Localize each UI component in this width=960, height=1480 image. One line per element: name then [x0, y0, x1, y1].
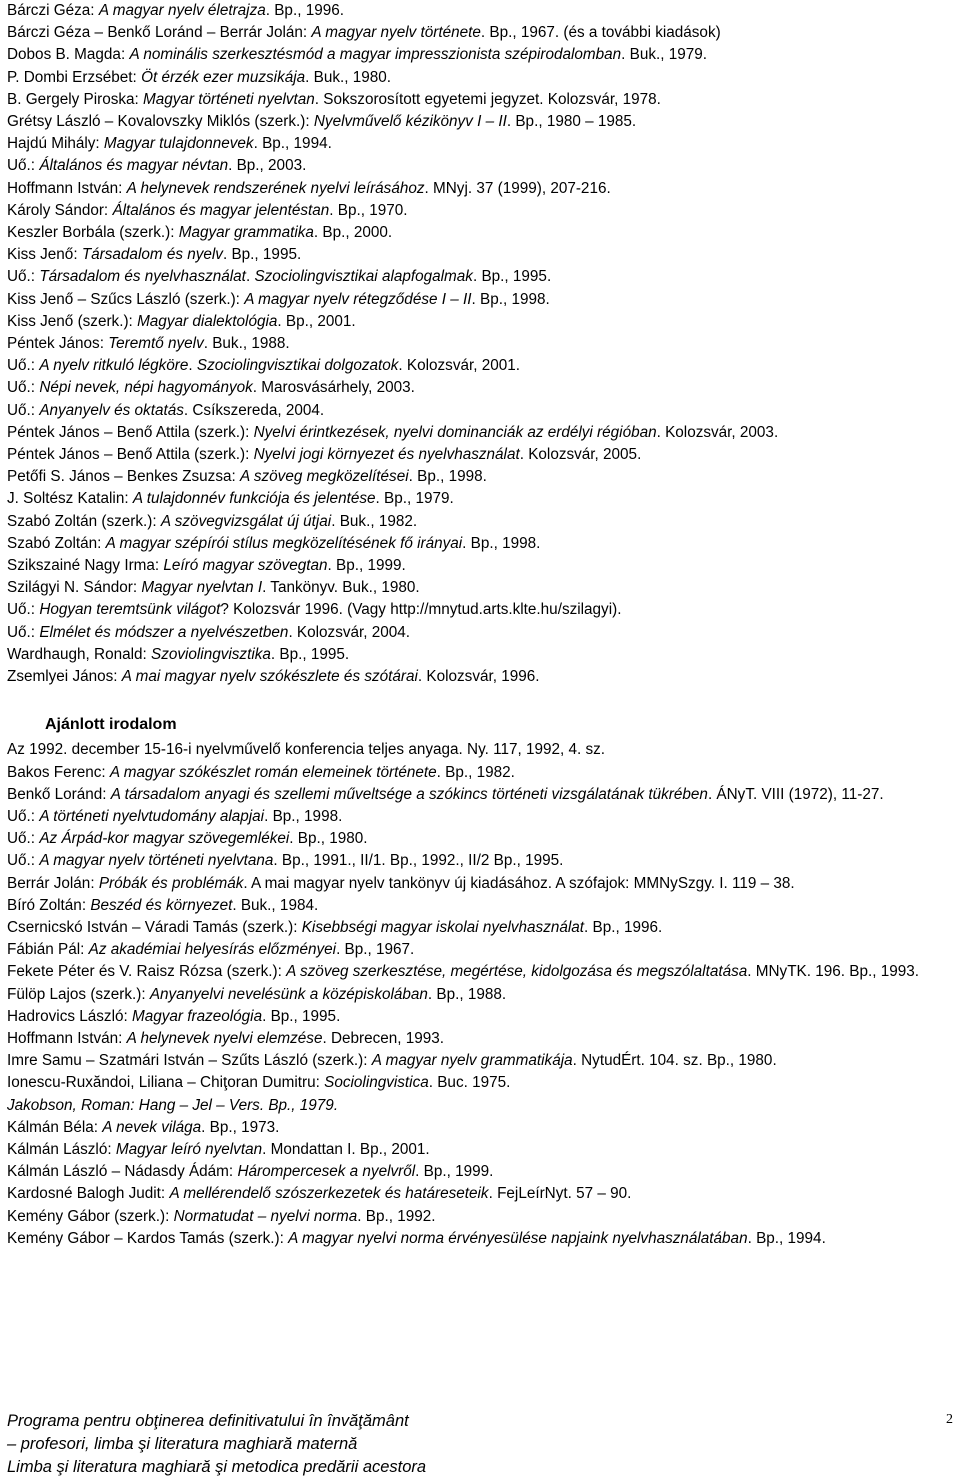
reference-text: Uő.: — [7, 807, 40, 825]
reference-title: A szöveg szerkesztése, megértése, kidolgozása és megszólaltatása — [286, 963, 748, 981]
reference-text: . MNyTK. 196. Bp., 1993. — [747, 963, 919, 981]
reference-text: Az 1992. december 15-16-i nyelvművelő konferencia teljes anyaga. Ny. 117, 1992, 4. sz. — [7, 741, 606, 759]
reference-title: Társadalom és nyelvhasználat — [39, 268, 246, 286]
reference-text: . Bp., 1995. — [270, 645, 350, 663]
reference-entry — [7, 739, 957, 761]
reference-text: . MNyj. 37 (1999), 207-216. — [424, 179, 611, 197]
reference-text: . Kolozsvár, 2001. — [398, 357, 521, 375]
reference-entry — [7, 828, 957, 850]
reference-entry — [7, 400, 957, 422]
reference-entry — [7, 599, 957, 621]
reference-title: A tulajdonnév funkciója és jelentése — [132, 490, 376, 508]
reference-text: Szikszainé Nagy Irma: — [7, 557, 164, 575]
reference-text: Szabó Zoltán (szerk.): — [7, 512, 161, 530]
reference-entry — [7, 1206, 957, 1228]
reference-entry — [7, 111, 957, 133]
reference-title: A nominális szerkesztésmód a magyar impresszionista szépirodalomban — [129, 46, 622, 64]
reference-text: . Bp., 1995. — [262, 1007, 341, 1025]
reference-title: A magyar nyelv történeti nyelvtana — [39, 852, 274, 870]
reference-text: Péntek János – Benő Attila (szerk.): — [7, 423, 254, 441]
reference-text: Imre Samu – Szatmári István – Szűts László (szerk.): — [7, 1052, 372, 1070]
reference-title: Teremtő nyelv — [108, 335, 204, 353]
reference-text: . Buk., 1980. — [305, 68, 392, 86]
reference-entry — [7, 1161, 957, 1183]
reference-text: . Buk., 1982. — [331, 512, 418, 530]
reference-text: Péntek János: — [7, 335, 109, 353]
reference-text: . FejLeírNyt. 57 – 90. — [488, 1185, 632, 1203]
reference-entry — [7, 89, 957, 111]
reference-entry — [7, 644, 957, 666]
reference-entry — [7, 784, 957, 806]
reference-entry — [7, 762, 957, 784]
reference-text: Berrár Jolán: — [7, 874, 99, 892]
reference-entry — [7, 577, 957, 599]
reference-title: Magyar történeti nyelvtan — [143, 90, 315, 108]
footer-line-2: – profesori, limba şi literatura maghiară maternă — [7, 1435, 358, 1453]
reference-title: A történeti nyelvtudomány alapjai — [39, 807, 265, 825]
reference-entry — [7, 1050, 957, 1072]
reference-text: Uő.: — [7, 268, 40, 286]
reference-text: Bakos Ferenc: — [7, 763, 110, 781]
reference-text: Kemény Gábor – Kardos Tamás (szerk.): — [7, 1229, 289, 1247]
reference-title: A mellérendelő szószerkezetek és határeseteik — [169, 1185, 489, 1203]
reference-title: Magyar grammatika — [178, 224, 314, 242]
reference-text: . Bp., 2000. — [313, 224, 393, 242]
reference-text: Grétsy László – Kovalovszky Miklós (szerk.): — [7, 113, 314, 131]
reference-text: Fülöp Lajos (szerk.): — [7, 985, 150, 1003]
reference-entry — [7, 1006, 957, 1028]
reference-entry — [7, 806, 957, 828]
reference-entry — [7, 850, 957, 872]
reference-text: . Bp., 1996. — [584, 918, 663, 936]
reference-text: . ÁNyT. VIII (1972), 11-27. — [707, 785, 884, 803]
reference-entry — [7, 1117, 957, 1139]
reference-title: A szövegvizsgálat új útjai — [160, 512, 332, 530]
reference-entry — [7, 939, 957, 961]
reference-text: Uő.: — [7, 357, 40, 375]
reference-title: A nyelv ritkuló légköre — [39, 357, 189, 375]
reference-entry — [7, 266, 957, 288]
reference-title: A magyar szépírói stílus megközelítésének fő irányai — [105, 534, 463, 552]
reference-text: . Bp., 1998. — [471, 290, 550, 308]
reference-text: Keszler Borbála (szerk.): — [7, 224, 179, 242]
reference-text: J. Soltész Katalin: — [7, 490, 133, 508]
reference-text: Bíró Zoltán: — [7, 896, 91, 914]
reference-entry — [7, 289, 957, 311]
reference-text: Szabó Zoltán: — [7, 534, 106, 552]
reference-text: . Bp., 2003. — [228, 157, 307, 175]
reference-title: Beszéd és környezet — [90, 896, 233, 914]
reference-text: . Bp., 1979. — [375, 490, 454, 508]
reference-title: Szoviolingvisztika — [151, 645, 271, 663]
reference-text: Szilágyi N. Sándor: — [7, 579, 142, 597]
reference-title: Szociolingvisztikai dolgozatok — [196, 357, 399, 375]
reference-title: Az akadémiai helyesírás előzményei — [88, 941, 337, 959]
reference-text: . Buk., 1988. — [203, 335, 290, 353]
reference-entry — [7, 1095, 957, 1117]
reference-text: . Bp., 1988. — [427, 985, 507, 1003]
reference-text: . Mondattan I. Bp., 2001. — [262, 1140, 430, 1158]
reference-title: Népi nevek, népi hagyományok — [39, 379, 253, 397]
reference-title: A magyar nyelv grammatikája — [371, 1052, 573, 1070]
reference-text: . Bp., 1995. — [472, 268, 552, 286]
reference-title: Normatudat – nyelvi norma — [173, 1207, 358, 1225]
reference-text: Péntek János – Benő Attila (szerk.): — [7, 446, 254, 464]
reference-text: Kiss Jenő – Szűcs László (szerk.): — [7, 290, 245, 308]
reference-entry — [7, 555, 957, 577]
reference-entry — [7, 311, 957, 333]
reference-text: . Bp., 1980 – 1985. — [506, 113, 637, 131]
reference-text: . Bp., 1970. — [329, 201, 408, 219]
reference-title: Jakobson, Roman: Hang – Jel – Vers — [7, 1096, 260, 1114]
reference-title: Nyelvművelő kézikönyv I – II — [313, 113, 507, 131]
reference-text: . Bp., 1991., II/1. Bp., 1992., II/2 Bp., 1995. — [273, 852, 564, 870]
reference-text: P. Dombi Erzsébet: — [7, 68, 142, 86]
reference-title: A szöveg megközelítései — [239, 468, 409, 486]
reference-text: . Buk., 1984. — [232, 896, 319, 914]
reference-text: Bárczi Géza: — [7, 2, 99, 19]
reference-title: Nyelvi érintkezések, nyelvi dominanciák az erdélyi régióban — [253, 423, 657, 441]
footer-line-1: Programa pentru obţinerea definitivatului în învăţământ — [7, 1412, 409, 1430]
reference-text: Kálmán László: — [7, 1140, 116, 1158]
reference-title: Általános és magyar jelentéstan — [112, 201, 330, 219]
page-footer — [7, 1410, 957, 1479]
footer-line-3: Limba şi literatura maghiară şi metodica predării acestora — [7, 1458, 427, 1476]
reference-text: . Bp., 1998. — [462, 534, 541, 552]
reference-title: Öt érzék ezer muzsikája — [141, 68, 306, 86]
reference-title: Elmélet és módszer a nyelvészetben — [39, 623, 289, 641]
page-number: 2 — [946, 1412, 953, 1427]
reference-text: . Marosvásárhely, 2003. — [252, 379, 415, 397]
reference-text: Uő.: — [7, 401, 40, 419]
reference-title: A helynevek rendszerének nyelvi leírásához — [126, 179, 425, 197]
reference-title: Nyelvi jogi környezet és nyelvhasználat — [253, 446, 520, 464]
reference-text: Kardosné Balogh Judit: — [7, 1185, 170, 1203]
reference-text: . Bp., 1980. — [289, 830, 368, 848]
reference-title: Hárompercesek a nyelvről — [237, 1163, 416, 1181]
reference-entry — [7, 917, 957, 939]
reference-text: ? Kolozsvár 1996. (Vagy http://mnytud.arts.klte.hu/szilagyi). — [220, 601, 622, 619]
reference-text: . Kolozsvár, 2004. — [288, 623, 411, 641]
reference-text: . Debrecen, 1993. — [322, 1029, 445, 1047]
reference-title: A helynevek nyelvi elemzése — [126, 1029, 323, 1047]
reference-text: Kálmán László – Nádasdy Ádám: — [7, 1163, 238, 1181]
reference-text: . Bp., 1998. — [408, 468, 487, 486]
reference-title: A mai magyar nyelv szókészlete és szótárai — [121, 668, 418, 686]
section-heading: Ajánlott irodalom — [45, 716, 177, 734]
reference-text: Károly Sándor: — [7, 201, 113, 219]
reference-text: Fekete Péter és V. Raisz Rózsa (szerk.): — [7, 963, 287, 981]
reference-text: . Bp., 1967. (és a további kiadások) — [480, 24, 721, 42]
reference-entry — [7, 622, 957, 644]
reference-title: Próbák és problémák — [98, 874, 244, 892]
reference-entry — [7, 0, 957, 22]
reference-title: A magyar nyelvi norma érvényesülése napjaink nyelvhasználatában — [288, 1229, 748, 1247]
reference-text: . Buk., 1979. — [621, 46, 708, 64]
reference-title: Sociolingvistica — [324, 1074, 429, 1092]
reference-text: Hajdú Mihály: — [7, 135, 104, 153]
reference-entry — [7, 333, 957, 355]
reference-text: Hadrovics László: — [7, 1007, 132, 1025]
reference-text: Hoffmann István: — [7, 179, 127, 197]
reference-text: Kálmán Béla: — [7, 1118, 103, 1136]
reference-text: . Bp., 1999. — [415, 1163, 494, 1181]
reference-title: A társadalom anyagi és szellemi műveltsége a szókincs történeti vizsgálatának tükrében — [110, 785, 708, 803]
reference-text: Csernicskó István – Váradi Tamás (szerk.): — [7, 918, 302, 936]
reference-text: . — [188, 357, 197, 375]
reference-title: A nevek világa — [102, 1118, 202, 1136]
reference-entry — [7, 511, 957, 533]
reference-title: Magyar frazeológia — [131, 1007, 263, 1025]
reference-text: Wardhaugh, Ronald: — [7, 645, 151, 663]
reference-entry — [7, 984, 957, 1006]
reference-text: . Bp., 1994. — [253, 135, 332, 153]
reference-text: Uő.: — [7, 601, 40, 619]
reference-entry — [7, 422, 957, 444]
reference-text: Bárczi Géza – Benkő Loránd – Berrár Jolán: — [7, 24, 312, 42]
reference-title: Kisebbségi magyar iskolai nyelvhasználat — [301, 918, 585, 936]
reference-text: . Sokszorosított egyetemi jegyzet. Kolozsvár, 1978. — [314, 90, 661, 108]
reference-text: Petőfi S. János – Benkes Zsuzsa: — [7, 468, 240, 486]
reference-entry — [7, 873, 957, 895]
reference-text: Uő.: — [7, 623, 40, 641]
reference-entry — [7, 1183, 957, 1205]
reference-title: . Bp., 1979. — [259, 1096, 339, 1114]
reference-entry — [7, 895, 957, 917]
reference-text: . Buc. 1975. — [428, 1074, 511, 1092]
reference-title: Magyar dialektológia — [137, 312, 278, 330]
reference-text: . Tankönyv. Buk., 1980. — [262, 579, 420, 597]
reference-title: Magyar tulajdonnevek — [103, 135, 254, 153]
reference-list — [7, 0, 957, 688]
reference-text: Fábián Pál: — [7, 941, 89, 959]
reference-text: B. Gergely Piroska: — [7, 90, 144, 108]
reference-title: A magyar nyelv életrajza — [98, 2, 266, 19]
reference-text: . Bp., 2001. — [277, 312, 356, 330]
reference-text: Uő.: — [7, 852, 40, 870]
reference-title: Leíró magyar szövegtan — [163, 557, 328, 575]
reference-entry — [7, 1139, 957, 1161]
reference-text: . NytudÉrt. 104. sz. Bp., 1980. — [572, 1052, 777, 1070]
reference-text: Uő.: — [7, 157, 40, 175]
reference-text: . Bp., 1999. — [327, 557, 406, 575]
reference-text: . Kolozsvár, 1996. — [417, 668, 540, 686]
reference-text: Uő.: — [7, 379, 40, 397]
reference-entry — [7, 444, 957, 466]
reference-entry — [7, 961, 957, 983]
reference-entry — [7, 1228, 957, 1250]
reference-title: A magyar nyelv rétegződése I – II — [244, 290, 472, 308]
reference-text: Kemény Gábor (szerk.): — [7, 1207, 174, 1225]
reference-text: Ionescu-Ruxăndoi, Liliana – Chiţoran Dumitru: — [7, 1074, 325, 1092]
reference-title: Magyar nyelvtan I — [141, 579, 263, 597]
reference-title: A magyar szókészlet román elemeinek története — [109, 763, 437, 781]
reference-text: Dobos B. Magda: — [7, 46, 130, 64]
reference-entry — [7, 666, 957, 688]
reference-title: Anyanyelv és oktatás — [39, 401, 184, 419]
reference-text: . Csíkszereda, 2004. — [183, 401, 325, 419]
reference-entry — [7, 22, 957, 44]
reference-text: . Bp., 1992. — [357, 1207, 436, 1225]
reference-text: . Bp., 1995. — [222, 246, 302, 264]
recommended-reading-list — [7, 739, 957, 1250]
reference-title: Társadalom és nyelv — [81, 246, 223, 264]
reference-text: Hoffmann István: — [7, 1029, 127, 1047]
reference-entry — [7, 533, 957, 555]
reference-text: . Bp., 1973. — [201, 1118, 280, 1136]
reference-entry — [7, 1072, 957, 1094]
reference-text: . Bp., 1982. — [436, 763, 515, 781]
reference-entry — [7, 377, 957, 399]
reference-title: Az Árpád-kor magyar szövegemlékei — [39, 830, 290, 848]
reference-title: Anyanyelvi nevelésünk a középiskolában — [149, 985, 428, 1003]
reference-text: Zsemlyei János: — [7, 668, 122, 686]
reference-entry — [7, 466, 957, 488]
reference-text: . Kolozsvár, 2003. — [656, 423, 779, 441]
reference-text: Benkő Loránd: — [7, 785, 111, 803]
reference-entry — [7, 355, 957, 377]
reference-entry — [7, 133, 957, 155]
reference-title: A magyar nyelv története — [311, 24, 481, 42]
reference-text: . Bp., 1998. — [264, 807, 343, 825]
reference-entry — [7, 178, 957, 200]
reference-title: Általános és magyar névtan — [39, 157, 229, 175]
reference-text: . — [245, 268, 255, 286]
reference-entry — [7, 44, 957, 66]
reference-entry — [7, 1028, 957, 1050]
reference-entry — [7, 200, 957, 222]
reference-entry — [7, 155, 957, 177]
reference-title: Hogyan teremtsünk világot — [39, 601, 221, 619]
reference-text: . A mai magyar nyelv tankönyv új kiadásához. A szófajok: MMNySzgy. I. 119 – 38. — [243, 874, 795, 892]
reference-text: . Bp., 1994. — [747, 1229, 826, 1247]
reference-text: Kiss Jenő: — [7, 246, 82, 264]
reference-entry — [7, 488, 957, 510]
reference-text: Kiss Jenő (szerk.): — [7, 312, 138, 330]
reference-text: Uő.: — [7, 830, 40, 848]
reference-text: . Bp., 1967. — [336, 941, 415, 959]
reference-entry — [7, 67, 957, 89]
reference-text: . Bp., 1996. — [265, 2, 344, 19]
reference-text: . Kolozsvár, 2005. — [519, 446, 642, 464]
reference-title: Szociolingvisztikai alapfogalmak — [254, 268, 473, 286]
bibliography-page — [7, 0, 957, 1250]
reference-entry — [7, 222, 957, 244]
reference-entry — [7, 244, 957, 266]
reference-title: Magyar leíró nyelvtan — [115, 1140, 263, 1158]
